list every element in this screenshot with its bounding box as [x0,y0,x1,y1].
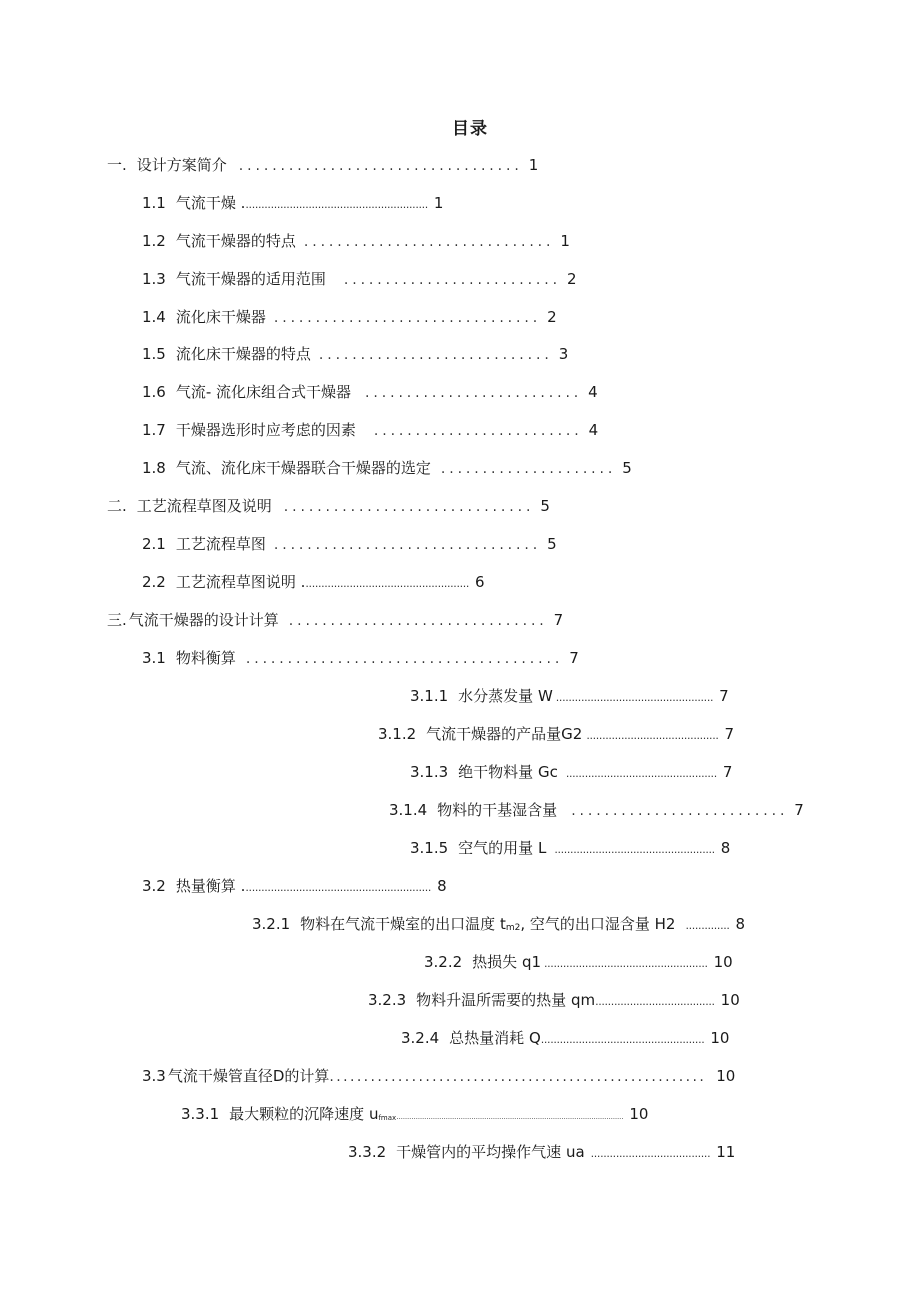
page-number: 5 [622,459,632,477]
entry-number: 3.1.1 [410,687,449,705]
entry-number: 3.1.2 [378,725,417,743]
toc-entry-3[interactable] [107,608,563,632]
entry-title: 气流干燥器的设计计算 [128,611,279,629]
entry-title: 气流干燥器的适用范围 [175,270,326,288]
entry-title: 干燥管内的平均操作气速 ua [396,1143,585,1161]
toc-entry-1-7[interactable] [142,418,598,442]
page-number: 11 [716,1143,736,1161]
page-number: 4 [588,383,598,401]
page-number: 2 [566,270,577,288]
toc-entry-1-4[interactable] [142,305,557,329]
page-number: 8 [437,877,447,895]
toc-entry-2-1[interactable] [142,532,557,556]
entry-title: 物料衡算 [175,649,236,667]
entry-title: 工艺流程草图 [175,535,266,553]
dot-leader: .......................... [571,803,789,819]
toc-entry-3-3[interactable] [142,1064,735,1088]
entry-number: 3.1 [142,649,166,667]
page-number: 10 [629,1105,649,1123]
page-number: 10 [716,1067,736,1085]
entry-title: 设计方案简介 [136,156,227,174]
dot-leader: ................................................ [565,767,717,780]
entry-number: 2.1 [142,535,166,553]
page-number: 7 [724,725,735,743]
toc-entry-1-3[interactable] [142,267,577,291]
dot-leader: .............. [685,919,730,932]
entry-title: 最大颗粒的沉降速度 u [229,1105,379,1123]
dot-leader: .......................................... [586,729,719,742]
entry-number: 3.2.2 [424,953,463,971]
entry-title: 物料升温所需要的热量 qm [416,991,596,1009]
entry-title: 总热量消耗 Q [449,1029,541,1047]
toc-entry-1-6[interactable] [142,380,598,404]
dot-leader: ............................ [318,347,553,363]
page-number: 8 [735,915,746,933]
dot-leader: ...................................... [590,1147,711,1160]
toc-entry-3-3-1[interactable] [181,1102,648,1126]
entry-title: 工艺流程草图说明 . [175,573,306,591]
toc-entry-3-2-4[interactable] [401,1026,729,1050]
toc-entry-3-1-1[interactable] [410,684,729,708]
entry-number: 1.1 [142,194,166,212]
page-number: 1 [560,232,570,250]
entry-number: 3.2 [142,877,166,895]
entry-number: 1.6 [142,383,166,401]
entry-title: 水分蒸发量 W [458,687,553,705]
entry-title: 气流、流化床干燥器联合干燥器的选定 [175,459,431,477]
entry-number: 3.3.2 [348,1143,387,1161]
page-number: 4 [588,421,599,439]
subscript: m2 [505,923,521,933]
entry-title: 绝干物料量 Gc [458,763,558,781]
dot-leader: .................................................... [544,957,708,970]
entry-number: 1.3 [142,270,166,288]
page-number: 2 [547,308,557,326]
page-number: 5 [540,497,550,515]
dot-leader: .................................................. [555,691,714,704]
entry-number: 3.1.5 [410,839,449,857]
page-number: 7 [722,763,733,781]
page-number: 10 [720,991,740,1009]
toc-entry-2-2[interactable] [142,570,485,594]
toc-entry-3-2-3[interactable] [368,988,740,1012]
dot-leader: ...................................... [595,995,715,1008]
entry-title: 气流干燥管直径D的计算 [167,1067,330,1085]
toc-entry-3-1-5[interactable] [410,836,730,860]
dot-leader: .......................... [343,272,561,288]
dot-leader: ................................ [273,310,542,326]
toc-entry-1-5[interactable] [142,342,568,366]
entry-number: 1.7 [142,421,166,439]
toc-entry-3-2-2[interactable] [424,950,733,974]
entry-number: 一. [107,156,127,174]
entry-title: 热损失 q1 [472,953,542,971]
dot-leader: .................................................... [540,1033,705,1046]
toc-entry-3-2[interactable] [142,874,447,898]
toc-entry-2[interactable] [107,494,550,518]
entry-number: 1.8 [142,459,166,477]
entry-number: 1.2 [142,232,166,250]
entry-number: 3.1.3 [410,763,449,781]
page-number: 7 [569,649,579,667]
entry-number: 3.3.1 [181,1105,220,1123]
toc-entry-1[interactable] [107,153,538,177]
dot-leader: ..................... [440,461,617,477]
subscript: fmax [378,1114,397,1122]
entry-title: 气流- 流化床组合式干燥器 [175,383,352,401]
entry-title-part-1: 物料在气流干燥室的出口温度 t [300,915,506,933]
entry-title: 气流干燥器的产品量G2 [426,725,583,743]
entry-title: 工艺流程草图及说明 [136,497,272,515]
entry-number: 3.1.4 [389,801,428,819]
entry-title: 热量衡算 . [175,877,246,895]
entry-title: 流化床干燥器的特点 [175,345,311,363]
dot-leader: ...................................... [245,651,564,667]
dot-leader: .................................................... [305,577,470,590]
entry-number: 3.2.4 [401,1029,440,1047]
toc-entry-1-1[interactable] [142,191,443,215]
dot-leader: ....................................................... [329,1069,707,1085]
entry-title-part-2: , 空气的出口湿含量 H2 [520,915,676,933]
entry-number: 2.2 [142,573,166,591]
page-number: 7 [553,611,564,629]
toc-entry-3-1[interactable] [142,646,579,670]
dot-leader: ........................................................... [245,881,432,894]
page-number: 1 [433,194,444,212]
entry-number: 三. [107,611,127,629]
page-number: 1 [528,156,539,174]
page-number: 7 [719,687,729,705]
toc-entry-3-1-4[interactable] [389,798,804,822]
dot-leader: .................................. [238,158,523,174]
entry-title: 流化床干燥器 [175,308,266,326]
toc-title: 目录 [452,119,488,139]
page-number: 3 [558,345,569,363]
entry-title: 干燥器选形时应考虑的因素 [175,421,356,439]
page-number: 7 [794,801,804,819]
dot-leader: .......................................................................................................... [396,1112,624,1121]
toc-entry-3-1-3[interactable] [410,760,732,784]
toc-entry-3-3-2[interactable] [348,1140,735,1164]
toc-entry-3-2-1[interactable] [252,912,745,936]
dot-leader: ............................... [288,613,548,629]
dot-leader: .......................................................... [245,198,428,211]
page-number: 10 [713,953,733,971]
entry-title: 气流干燥 . [175,194,246,212]
dot-leader: ................................ [273,537,542,553]
dot-leader: .......................... [365,385,583,401]
page-number: 6 [475,573,485,591]
entry-number: 3.2.1 [252,915,291,933]
page-number: 5 [547,535,557,553]
entry-title: 气流干燥器的特点 [175,232,296,250]
entry-number: 1.5 [142,345,166,363]
page-number: 8 [720,839,731,857]
entry-number: 1.4 [142,308,166,326]
toc-entry-1-8[interactable] [142,456,632,480]
dot-leader: .............................. [283,499,535,515]
toc-entry-1-2[interactable] [142,229,570,253]
dot-leader: .............................. [303,234,555,250]
entry-number: 二. [107,497,127,515]
entry-title: 物料的干基湿含量 [437,801,558,819]
dot-leader: ......................... [373,423,583,439]
entry-number: 3.3 [142,1067,166,1085]
dot-leader: ................................................... [554,843,715,856]
toc-entry-3-1-2[interactable] [378,722,734,746]
entry-title: 空气的用量 L [458,839,547,857]
page-number: 10 [710,1029,730,1047]
entry-number: 3.2.3 [368,991,407,1009]
